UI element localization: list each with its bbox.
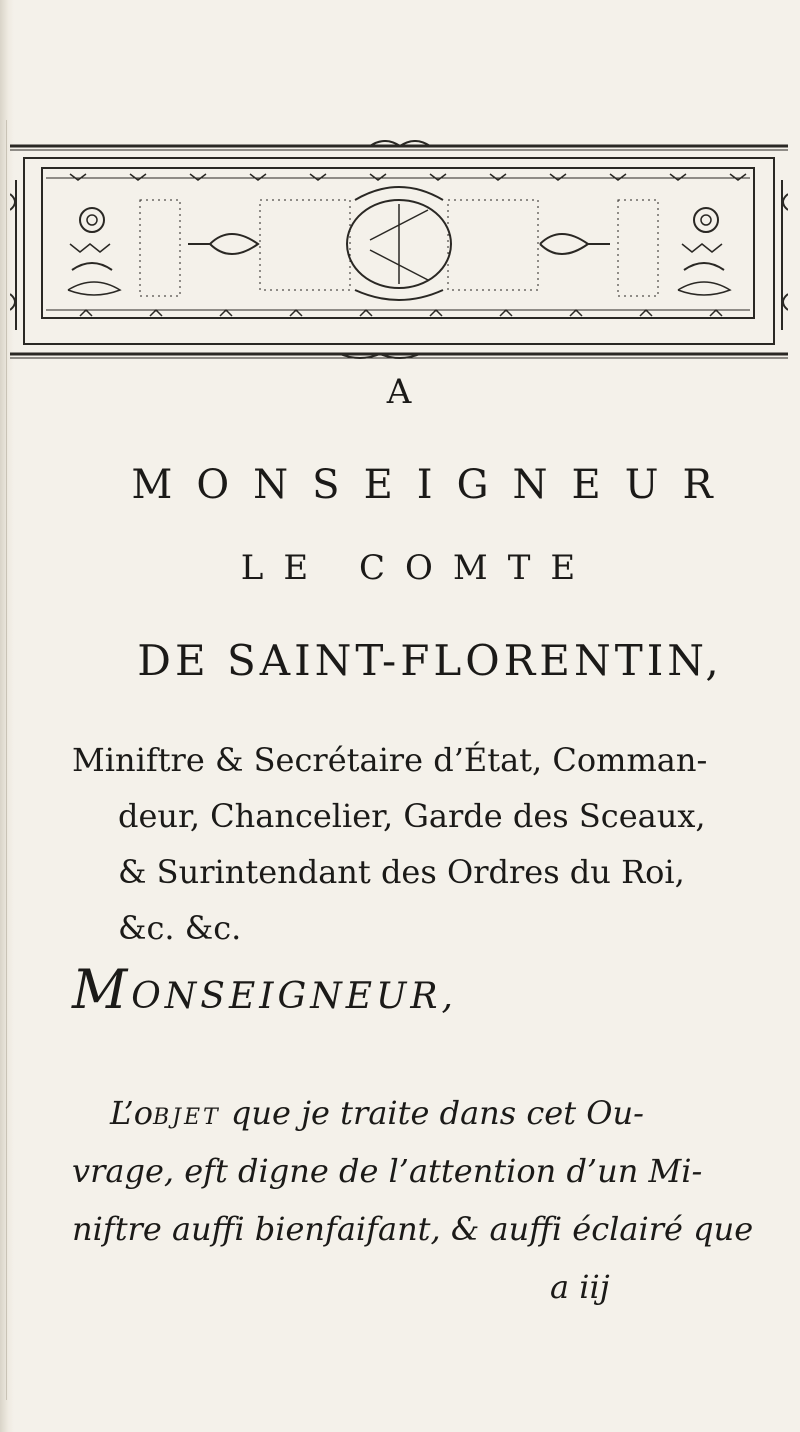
titles-line-1: Miniftre & Secrétaire d’État, Comman-: [72, 741, 708, 779]
decorative-headpiece: [10, 140, 788, 370]
titles-line-3: & Surintendant des Ordres du Roi,: [118, 853, 685, 891]
dedication-name: DE SAINT-FLORENTIN,: [137, 636, 723, 685]
salutation-initial: M: [72, 958, 132, 1021]
titles-line-2: deur, Chancelier, Garde des Sceaux,: [118, 797, 706, 835]
letter-body: [72, 1084, 772, 1258]
letter-line-1: [72, 1084, 772, 1142]
signature-mark: a iij: [550, 1268, 610, 1306]
salutation-rest: ONSEIGNEUR,: [131, 976, 457, 1017]
salutation: [72, 958, 457, 1021]
letter-lead-smallcaps: bjet: [153, 1094, 221, 1132]
letter-line-1-rest: que je traite dans cet Ou-: [220, 1094, 644, 1132]
letter-line-3: niftre auffi bienfaifant, & auffi éclairé que: [72, 1210, 754, 1248]
dedication-addressee: MONSEIGNEUR: [131, 462, 737, 508]
dedication-rank: LE COMTE: [240, 548, 596, 588]
letter-line-2: vrage, eft digne de l’attention d’un Mi-: [72, 1152, 703, 1190]
dedication-titles: [72, 732, 772, 956]
page-fold-line: [6, 120, 7, 1400]
letter-lead-initial: L’o: [110, 1094, 154, 1132]
dedication-to: A: [386, 372, 414, 412]
titles-line-4: &c. &c.: [118, 909, 242, 947]
